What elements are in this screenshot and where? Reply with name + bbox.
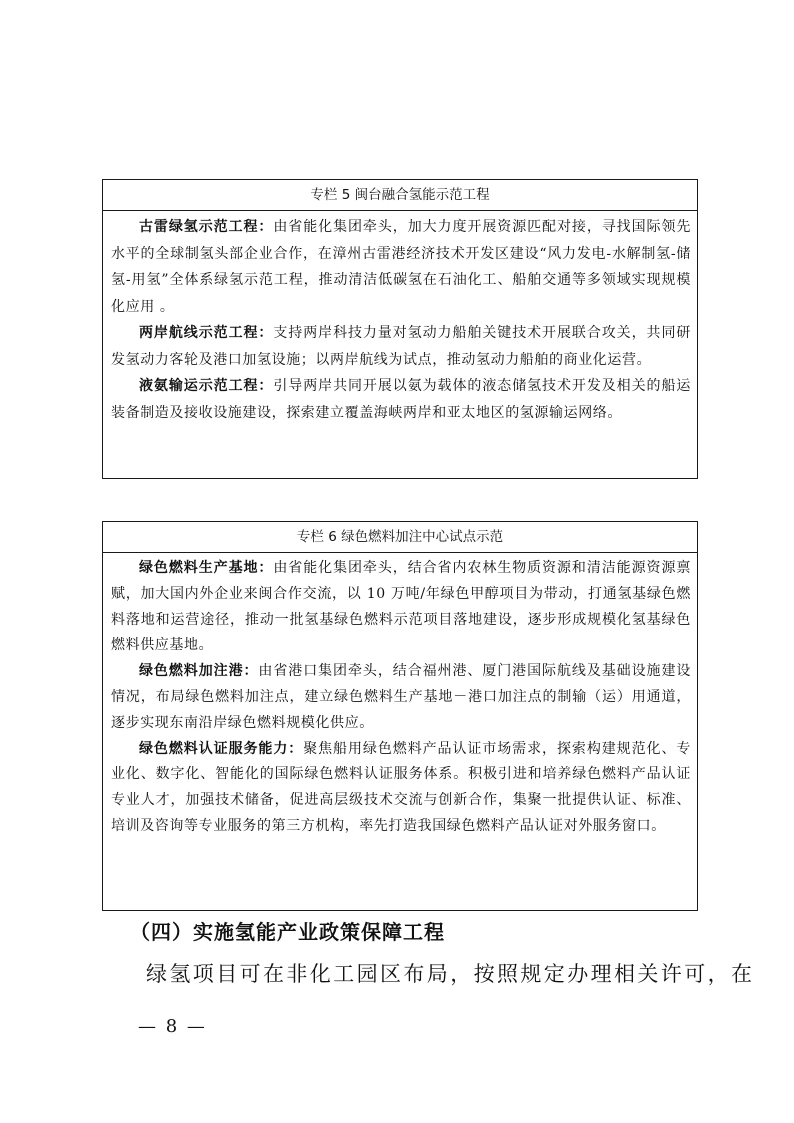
column-box-6-title: 专栏 6 绿色燃料加注中心试点示范 bbox=[103, 522, 697, 553]
column-item-text: 由省能化集团牵头，加大力度开展资源匹配对接，寻找国际领先水平的全球制氢头部企业合作，在漳州古雷港经济技术开发区建设“风力发电-水解制氢-储氢-用氢”全体系绿氢示范工程，推动清洁低碳氢在石油化工、船舶交通等多领域实现规模化应用 。 bbox=[111, 219, 691, 315]
column-box-6 bbox=[102, 521, 698, 911]
column-item-paragraph bbox=[111, 373, 691, 426]
column-item-lead: 绿色燃料生产基地： bbox=[139, 560, 274, 576]
column-item-paragraph bbox=[111, 556, 691, 659]
column-item-text: 由省港口集团牵头，结合福州港、厦门港国际航线及基础设施建设情况，布局绿色燃料加注点，建立绿色燃料生产基地－港口加注点的制输（运）用通道，逐步实现东南沿岸绿色燃料规模化供应。 bbox=[111, 663, 691, 731]
column-item-text: 引导两岸共同开展以氨为载体的液态储氢技术开发及相关的船运装备制造及接收设施建设，探索建立覆盖海峡两岸和亚太地区的氢源输运网络。 bbox=[111, 378, 691, 421]
section-heading: （四）实施氢能产业政策保障工程 bbox=[130, 920, 445, 944]
column-item-paragraph bbox=[111, 320, 691, 373]
column-item-text: 支持两岸科技力量对氢动力船舶关键技术开展联合攻关，共同研发氢动力客轮及港口加氢设施；以两岸航线为试点，推动氢动力船舶的商业化运营。 bbox=[111, 325, 691, 368]
body-paragraph: 绿氢项目可在非化工园区布局，按照规定办理相关许可，在 bbox=[146, 962, 755, 986]
column-item-lead: 绿色燃料认证服务能力： bbox=[139, 740, 304, 757]
column-box-5-title: 专栏 5 闽台融合氢能示范工程 bbox=[103, 180, 697, 211]
column-item-paragraph bbox=[111, 659, 691, 736]
column-item-text: 聚焦船用绿色燃料产品认证市场需求，探索构建规范化、专业化、数字化、智能化的国际绿色燃料认证服务体系。积极引进和培养绿色燃料产品认证专业人才，加强技术储备，促进高层级技术交流与创新合作，集聚一批提供认证、标准、培训及咨询等专业服务的第三方机构，率先打造我国绿色燃料产品认证对外服务窗口。 bbox=[111, 740, 691, 834]
column-item-lead: 古雷绿氢示范工程： bbox=[139, 219, 274, 235]
column-item-lead: 绿色燃料加注港： bbox=[139, 663, 259, 680]
column-item-lead: 液氨输运示范工程： bbox=[139, 378, 274, 394]
column-box-5-body bbox=[103, 211, 697, 426]
column-item-paragraph bbox=[111, 737, 691, 840]
column-item-text: 由省能化集团牵头，结合省内农林生物质资源和清洁能源资源禀赋，加大国内外企业来闽合作交流，以 10 万吨/年绿色甲醇项目为带动，打通氢基绿色燃料落地和运营途径，推动一批氢基绿色燃料示范项目落地建设，逐步形成规模化氢基绿色燃料供应基地。 bbox=[111, 560, 691, 654]
column-box-5 bbox=[102, 179, 698, 479]
page-number: — 8 — bbox=[138, 1016, 207, 1037]
column-item-lead: 两岸航线示范工程： bbox=[139, 325, 274, 341]
column-item-paragraph bbox=[111, 214, 691, 320]
column-box-6-body bbox=[103, 553, 697, 840]
